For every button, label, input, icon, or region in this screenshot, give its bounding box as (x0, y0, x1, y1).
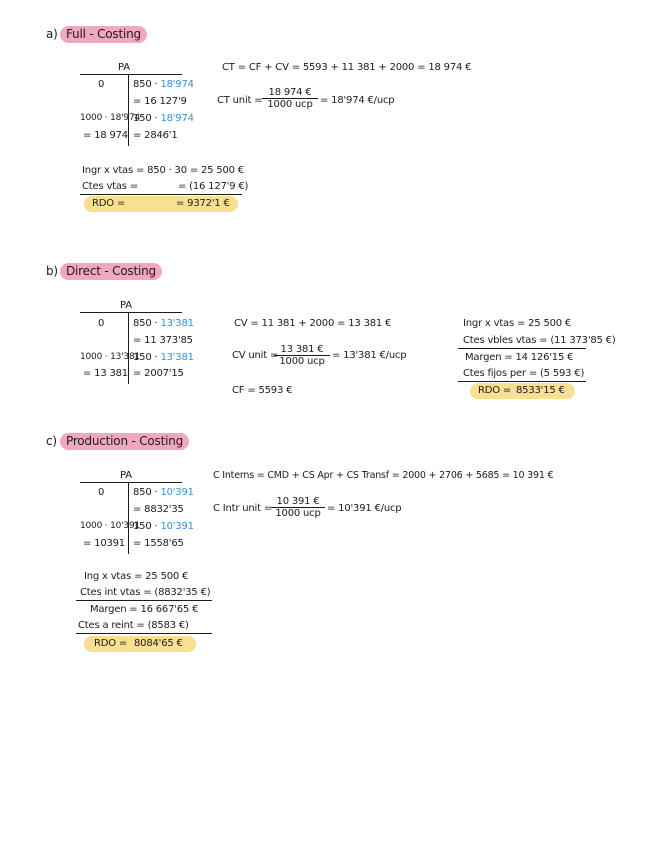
section-b-title: Direct - Costing (60, 263, 162, 280)
section-c-label: c) (46, 434, 57, 448)
sum-rule-b-1 (458, 348, 586, 349)
pa-left-b-1: 0 (98, 318, 105, 329)
rdo-value-b: 8533'15 € (516, 385, 565, 396)
c-intr-unit-numerator: 10 391 € (271, 496, 325, 508)
rdo-value-c: 8084'65 € (134, 638, 183, 649)
pa-left-b-2: 1000 · 13'381 (80, 352, 140, 362)
ct-unit-denominator: 1000 ucp (267, 99, 313, 110)
sum-rule-c-1 (76, 600, 212, 601)
pa-right-c-1: 850 · 10'391 (133, 487, 194, 498)
sum-rule-c-2 (76, 633, 212, 634)
pa-left-a-3: = 18 974 (83, 130, 128, 141)
pa-header-b: PA (120, 300, 132, 311)
pa-right-a-3: 150 · 18'974 (133, 113, 194, 124)
section-a-label: a) (46, 27, 58, 41)
section-c-title: Production - Costing (60, 433, 189, 450)
pa-left-a-1: 0 (98, 79, 105, 90)
pa-right-a-1: 850 · 18'974 (133, 79, 194, 90)
pa-right-a-4: = 2846'1 (133, 130, 178, 141)
cv-unit-fraction (274, 344, 330, 367)
income-b-4: Ctes fijos per = (5 593 €) (463, 368, 585, 379)
cv-unit-label: CV unit = (232, 350, 279, 361)
c-intr-unit-fraction (271, 496, 325, 519)
pa-left-c-1: 0 (98, 487, 105, 498)
section-a-title: Full - Costing (60, 26, 147, 43)
income-c-1: Ing x vtas = 25 500 € (84, 571, 189, 582)
income-c-3: Margen = 16 667'65 € (90, 604, 199, 615)
c-interns-formula: C Interns = CMD + CS Apr + CS Transf = 2000 + 2706 + 5685 = 10 391 € (213, 470, 554, 481)
rdo-label-a: RDO = (92, 198, 126, 209)
cv-unit-numerator: 13 381 € (274, 344, 330, 356)
sum-rule-b-2 (458, 381, 586, 382)
pa-header-c: PA (120, 470, 132, 481)
rdo-value-a: = 9372'1 € (176, 198, 230, 209)
income-c-2: Ctes int vtas = (8832'35 €) (80, 587, 211, 598)
pa-top-rule-c (80, 482, 182, 483)
sum-rule-a (80, 194, 242, 195)
ct-unit-fraction (262, 87, 318, 110)
pa-divider-b (128, 312, 129, 384)
pa-right-b-3: 150 · 13'381 (133, 352, 194, 363)
pa-top-rule-b (80, 312, 182, 313)
pa-left-c-2: 1000 · 10'391 (80, 521, 140, 531)
cv-unit-result: = 13'381 €/ucp (332, 350, 407, 361)
income-b-1: Ingr x vtas = 25 500 € (463, 318, 572, 329)
income-b-3: Margen = 14 126'15 € (465, 352, 574, 363)
pa-right-b-2: = 11 373'85 (133, 335, 193, 346)
pa-right-c-4: = 1558'65 (133, 538, 184, 549)
pa-divider-a (128, 74, 129, 146)
pa-top-rule-a (80, 74, 182, 75)
pa-right-c-3: 150 · 10'391 (133, 521, 194, 532)
pa-left-b-3: = 13 381 (83, 368, 128, 379)
c-intr-unit-denominator: 1000 ucp (275, 508, 321, 519)
cv-unit-denominator: 1000 ucp (279, 356, 325, 367)
cf-line: CF = 5593 € (232, 385, 293, 396)
ct-unit-label: CT unit = (217, 95, 263, 106)
ct-unit-result: = 18'974 €/ucp (320, 95, 395, 106)
pa-right-a-2: = 16 127'9 (133, 96, 187, 107)
c-intr-unit-label: C Intr unit = (213, 503, 272, 514)
section-b-label: b) (46, 264, 58, 278)
pa-right-b-1: 850 · 13'381 (133, 318, 194, 329)
rdo-label-c: RDO = (94, 638, 128, 649)
pa-left-a-2: 1000 · 18'974 (80, 113, 140, 123)
ctes-value-a: = (16 127'9 €) (178, 181, 249, 192)
pa-divider-c (128, 482, 129, 554)
income-c-4: Ctes a reint = (8583 €) (78, 620, 189, 631)
ingr-line-a: Ingr x vtas = 850 · 30 = 25 500 € (82, 165, 244, 176)
ct-formula: CT = CF + CV = 5593 + 11 381 + 2000 = 18 974 € (222, 62, 472, 73)
pa-left-c-3: = 10391 (83, 538, 125, 549)
c-intr-unit-result: = 10'391 €/ucp (327, 503, 402, 514)
ctes-label-a: Ctes vtas = (82, 181, 138, 192)
pa-header-a: PA (118, 62, 130, 73)
pa-right-c-2: = 8832'35 (133, 504, 184, 515)
cv-formula: CV = 11 381 + 2000 = 13 381 € (234, 318, 392, 329)
ct-unit-numerator: 18 974 € (262, 87, 318, 99)
income-b-2: Ctes vbles vtas = (11 373'85 €) (463, 335, 616, 346)
pa-right-b-4: = 2007'15 (133, 368, 184, 379)
rdo-label-b: RDO = (478, 385, 512, 396)
